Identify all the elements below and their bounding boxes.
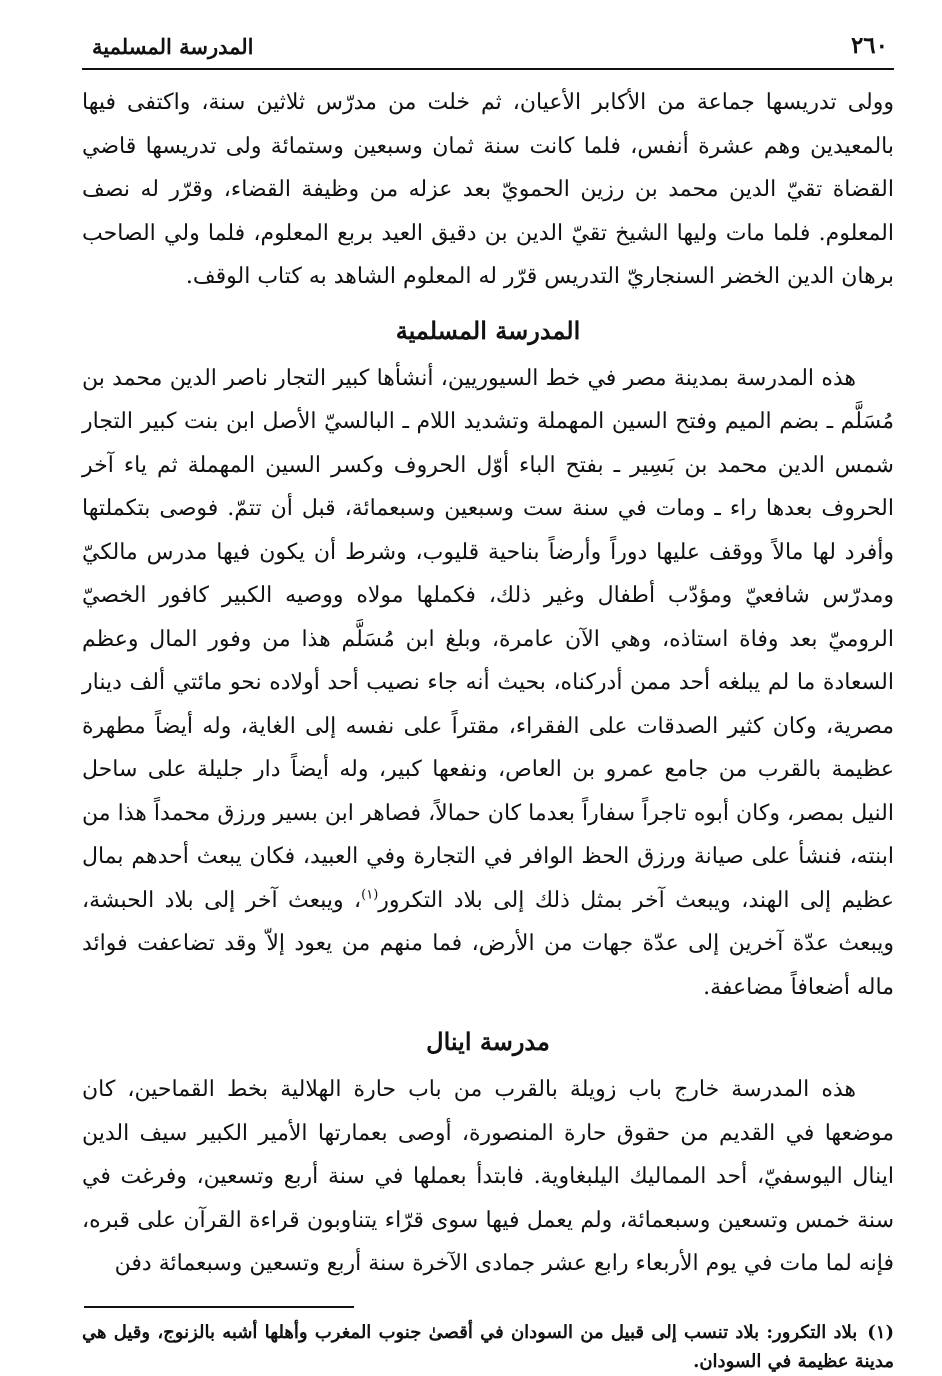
intro-paragraph: وولى تدريسها جماعة من الأكابر الأعيان، ثم خلت من مدرّس ثلاثين سنة، واكتفى فيها بالمعيدين وهم عشرة أنفس، فلما كانت سنة ثمان وسبعين وستمائة ولى تدريسها قاضي القضاة تقيّ الدين محمد بن رزين الحمويّ بعد عزله من وظيفة القضاء، وقرّر له نصف المعلوم. فلما مات وليها الشيخ تقيّ الدين بن دقيق العيد بربع المعلوم، فلما ولي الصاحب برهان الدين الخضر السنجاريّ التدريس قرّر له المعلوم الشاهد به كتاب الوقف. [82,90,894,289]
book-page [82,28,894,1376]
footnote-reference[interactable]: (١) [361,887,379,903]
paragraph-text: هذه المدرسة بمدينة مصر في خط السيوريين، أنشأها كبير التجار ناصر الدين محمد بن مُسَلَّم ـ بضم الميم وفتح السين المهملة وتشديد اللام ـ البالسيّ الأصل ابن بنت كبير التجار شمس الدين محمد بن بَسِير ـ بفتح الباء أوّل الحروف وكسر السين المهملة ثم ياء آخر الحروف بعدها راء ـ ومات في سنة ست وسبعين وسبعمائة، قبل أن تتمّ. فوصى بتكملتها وأفرد لها مالاً ووقف عليها دوراً وأرضاً بناحية قليوب، وشرط أن يكون فيها مدرس مالكيّ ومدرّس شافعيّ ومؤدّب أطفال وغير ذلك، فكملها مولاه ووصيه الكبير كافور الخصيّ الروميّ بعد وفاة استاذه، وهي الآن عامرة، وبلغ ابن مُسَلَّم هذا من وفور المال وعظم السعادة ما لم يبلغه أحد ممن أدركناه، بحيث أنه جاء نصيب أحد أولاده نحو مائتي ألف دينار مصرية، وكان كثير الصدقات على الفقراء، مقتراً على نفسه إلى الغاية، وله أيضاً مطهرة عظيمة بالقرب من جامع عمرو بن العاص، ونفعها كبير، وله أيضاً دار جليلة على ساحل النيل بمصر، وكان أبوه تاجراً سفاراً بعدما كان حمالاً، فصاهر ابن بسير ورزق محمداً هذا من ابنته، فنشأ على صيانة ورزق الحظ الوافر في التجارة وفي العبيد، فكان يبعث أحدهم بمال عظيم إلى الهند، ويبعث آخر بمثل ذلك إلى بلاد التكرور [82,365,894,913]
footnote-marker: (١) [867,1321,894,1343]
footnote-divider [84,1306,354,1308]
running-title: المدرسة المسلمية [92,34,254,59]
running-header [82,28,894,70]
footnote-text: بلاد التكرور: بلاد تنسب إلى قبيل من السودان في أقصىٰ جنوب المغرب وأهلها أشبه بالزنوج، وقيل هي مدينة عظيمة في السودان. [82,1321,894,1372]
section-heading-muslimiyya: المدرسة المسلمية [395,315,581,345]
section-heading-inal: مدرسة اينال [426,1027,550,1056]
paragraph-text-continued: ، ويبعث آخر إلى بلاد الحبشة، ويبعث عدّة آخرين إلى عدّة جهات من الأرض، فما منهم من يعود إلاّ وقد تضاعفت فوائد ماله أضعافاً مضاعفة. [82,887,894,1000]
section-paragraph-inal: هذه المدرسة خارج باب زويلة بالقرب من باب حارة الهلالية بخط القماحين، كان موضعها في القديم من حقوق حارة المنصورة، أوصى بعمارتها الأمير الكبير سيف الدين اينال اليوسفيّ، أحد المماليك اليلبغاوية. فابتدأ بعملها في سنة أربع وتسعين، وفرغت في سنة خمس وتسعين وسبعمائة، ولم يعمل فيها سوى قرّاء يتناوبون قراءة القرآن على قبره، فإنه لما مات في يوم الأربعاء رابع عشر جمادى الآخرة سنة أربع وتسعين وسبعمائة دفن [82,1077,894,1276]
page-number: ٢٦٠ [850,32,888,59]
section-paragraph-muslimiyya [82,357,894,1010]
